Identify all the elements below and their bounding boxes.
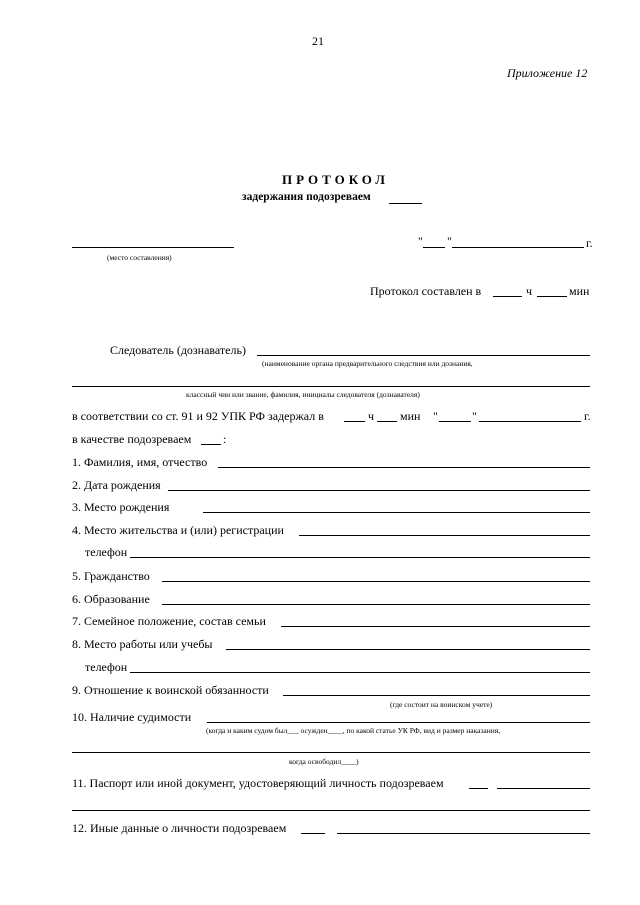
detention-hours-field[interactable] [344, 421, 365, 422]
field-1-label: 1. Фамилия, имя, отчество [72, 455, 208, 469]
date-quote-close: " [447, 234, 452, 248]
detention-quote-open: " [433, 409, 438, 423]
place-caption: (место составления) [107, 253, 172, 262]
field-5-input[interactable] [162, 581, 590, 582]
detention-text: в соответствии со ст. 91 и 92 УПК РФ задержал в [72, 409, 324, 423]
composed-label: Протокол составлен в [370, 284, 482, 298]
field-9-caption: (где состоит на воинском учете) [390, 700, 493, 709]
field-4-input[interactable] [299, 535, 590, 536]
detention-year-suffix: г. [584, 409, 591, 423]
place-field[interactable] [72, 247, 234, 248]
composed-hours-label: ч [526, 284, 533, 298]
field-11-input-2[interactable] [72, 810, 590, 811]
detention-hours-label: ч [368, 409, 375, 423]
as-suspect-label: в качестве подозреваем [72, 432, 192, 446]
subtitle-blank[interactable] [389, 203, 422, 204]
date-month-field[interactable] [452, 247, 584, 248]
detention-quote-close: " [472, 409, 477, 423]
field-2-input[interactable] [168, 490, 590, 491]
detention-minutes-label: мин [400, 409, 421, 423]
page-number: 21 [312, 34, 324, 48]
investigator-caption-2: классный чин или звание, фамилия, инициалы следователя (дознавателя) [186, 390, 420, 399]
field-10-caption-1: (когда и каким судом был___ осужден____, по какой статье УК РФ, вид и размер наказания, [206, 726, 501, 735]
appendix-label: Приложение 12 [507, 66, 588, 80]
field-7-label: 7. Семейное положение, состав семьи [72, 614, 266, 628]
field-2-label: 2. Дата рождения [72, 478, 161, 492]
field-6-label: 6. Образование [72, 592, 150, 606]
detention-day-field[interactable] [439, 421, 471, 422]
field-10-input[interactable] [207, 722, 590, 723]
field-11-label: 11. Паспорт или иной документ, удостоверяющий личность подозреваем [72, 776, 444, 790]
as-suspect-blank[interactable] [201, 444, 221, 445]
field-3-label: 3. Место рождения [72, 500, 170, 514]
field-6-input[interactable] [162, 604, 590, 605]
field-11-input[interactable] [497, 788, 590, 789]
investigator-field-2[interactable] [72, 386, 590, 387]
date-day-field[interactable] [423, 247, 445, 248]
phone-input-1[interactable] [130, 557, 590, 558]
field-9-input[interactable] [283, 695, 590, 696]
field-5-label: 5. Гражданство [72, 569, 150, 583]
document-subtitle: задержания подозреваем [242, 191, 371, 203]
investigator-field[interactable] [257, 355, 590, 356]
detention-minutes-field[interactable] [377, 421, 397, 422]
field-10-input-2[interactable] [72, 752, 590, 753]
field-3-input[interactable] [203, 512, 590, 513]
as-suspect-colon: : [223, 432, 227, 446]
phone-label-2: телефон [85, 660, 128, 674]
date-year-suffix: г. [586, 236, 593, 250]
composed-hours-field[interactable] [493, 296, 522, 297]
investigator-caption-1: (наименование органа предварительного следствия или дознания, [262, 359, 473, 368]
field-1-input[interactable] [218, 467, 590, 468]
composed-minutes-field[interactable] [537, 296, 567, 297]
field-8-input[interactable] [226, 649, 590, 650]
phone-label-1: телефон [85, 545, 128, 559]
document-title: ПРОТОКОЛ [282, 172, 389, 187]
field-7-input[interactable] [281, 626, 590, 627]
field-12-input[interactable] [337, 833, 590, 834]
field-12-label: 12. Иные данные о личности подозреваем [72, 821, 287, 835]
detention-month-field[interactable] [479, 421, 581, 422]
field-8-label: 8. Место работы или учебы [72, 637, 213, 651]
composed-minutes-label: мин [569, 284, 590, 298]
date-quote-open: " [418, 234, 423, 248]
field-12-blank[interactable] [301, 833, 325, 834]
field-10-label: 10. Наличие судимости [72, 710, 192, 724]
field-4-label: 4. Место жительства и (или) регистрации [72, 523, 284, 537]
field-9-label: 9. Отношение к воинской обязанности [72, 683, 269, 697]
phone-input-2[interactable] [130, 672, 590, 673]
investigator-label: Следователь (дознаватель) [110, 343, 246, 357]
field-10-caption-2: когда освободил____) [289, 757, 359, 766]
field-11-blank[interactable] [469, 788, 488, 789]
